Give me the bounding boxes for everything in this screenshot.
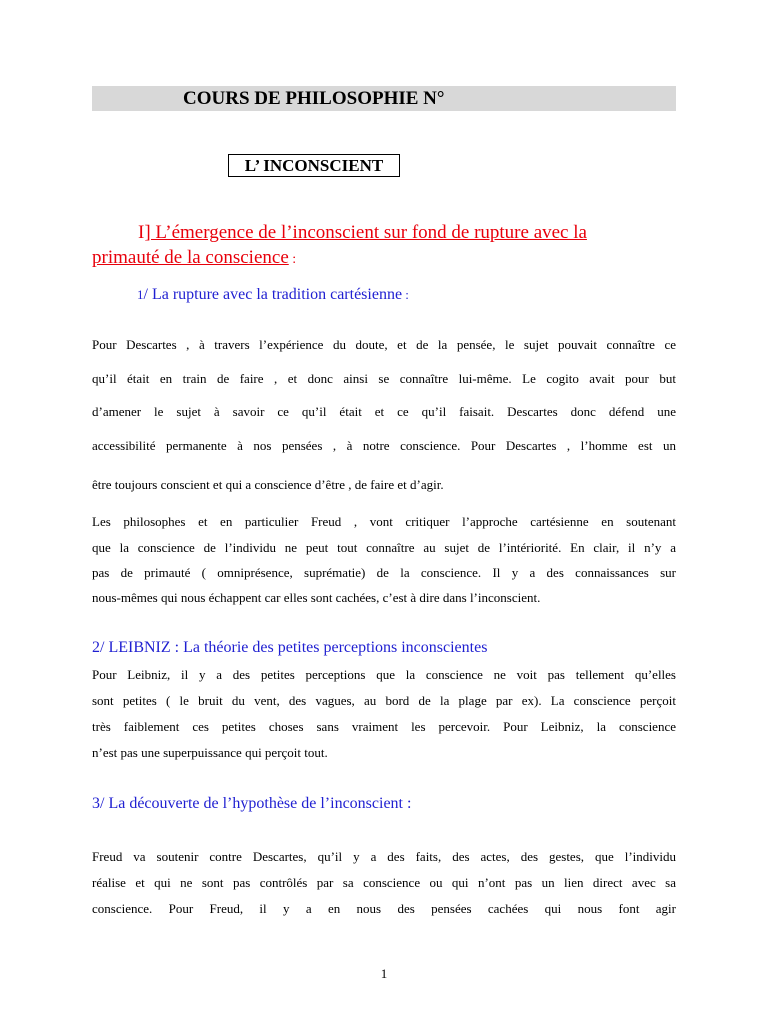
section-1-number: I [138, 222, 145, 243]
paragraph-1-line: qu’il était en train de faire , et donc ainsi se connaître lui-même. Le cogito avait pour but [92, 371, 676, 386]
paragraph-4-line: conscience. Pour Freud, il y a en nous des pensées cachées qui nous font agir [92, 901, 676, 916]
paragraph-2-line: que la conscience de l’individu ne peut tout connaître au sujet de l’intériorité. En clair, il n’y a [92, 540, 676, 555]
subsection-3-heading: 3/ La découverte de l’hypothèse de l’inconscient : [92, 795, 412, 812]
paragraph-2-line: Les philosophes et en particulier Freud , vont critiquer l’approche cartésienne en soutenant [92, 514, 676, 529]
paragraph-2-line: pas de primauté ( omniprésence, suprématie) de la conscience. Il y a des connaissances sur [92, 565, 676, 580]
paragraph-1-line: être toujours conscient et qui a conscience d’être , de faire et d’agir. [92, 477, 444, 492]
paragraph-3-line: n’est pas une superpuissance qui perçoit tout. [92, 745, 328, 760]
paragraph-1-line: d’amener le sujet à savoir ce qu’il était et ce qu’il faisait. Descartes donc défend une [92, 404, 676, 419]
paragraph-3-line: Pour Leibniz, il y a des petites perceptions que la conscience ne voit pas tellement qu’elles [92, 667, 676, 682]
section-1-heading-line2: primauté de la conscience [92, 247, 289, 268]
section-1-heading [92, 220, 652, 272]
paragraph-4-line: Freud va soutenir contre Descartes, qu’il y a des faits, des actes, des gestes, que l’individu [92, 849, 676, 864]
paragraph-1-line: Pour Descartes , à travers l’expérience du doute, et de la pensée, le sujet pouvait connaître ce [92, 337, 676, 352]
subsection-1-heading [137, 285, 409, 305]
section-1-heading-line1: ] L’émergence de l’inconscient sur fond de rupture avec la [144, 222, 587, 243]
section-1-colon: : [288, 252, 297, 267]
chapter-title: L’ INCONSCIENT [228, 154, 400, 177]
subsection-1-number: 1 [137, 287, 144, 302]
page-number: 1 [380, 966, 388, 981]
paragraph-3-line: sont petites ( le bruit du vent, des vagues, au bord de la plage par ex). La conscience perçoit [92, 693, 676, 708]
course-title: COURS DE PHILOSOPHIE N° [183, 88, 445, 109]
paragraph-1-line: accessibilité permanente à nos pensées , à notre conscience. Pour Descartes , l’homme est un [92, 438, 676, 453]
paragraph-4-line: réalise et qui ne sont pas contrôlés par sa conscience ou qui n’ont pas un lien direct avec sa [92, 875, 676, 890]
subsection-1-text: / La rupture avec la tradition cartésienne [143, 286, 403, 303]
subsection-1-colon: : [402, 287, 409, 302]
paragraph-2-line: nous-mêmes qui nous échappent car elles sont cachées, c’est à dire dans l’inconscient. [92, 590, 541, 605]
paragraph-3-line: très faiblement ces petites choses sans vraiment les percevoir. Pour Leibniz, la conscience [92, 719, 676, 734]
subsection-2-heading: 2/ LEIBNIZ : La théorie des petites perceptions inconscientes [92, 639, 488, 656]
